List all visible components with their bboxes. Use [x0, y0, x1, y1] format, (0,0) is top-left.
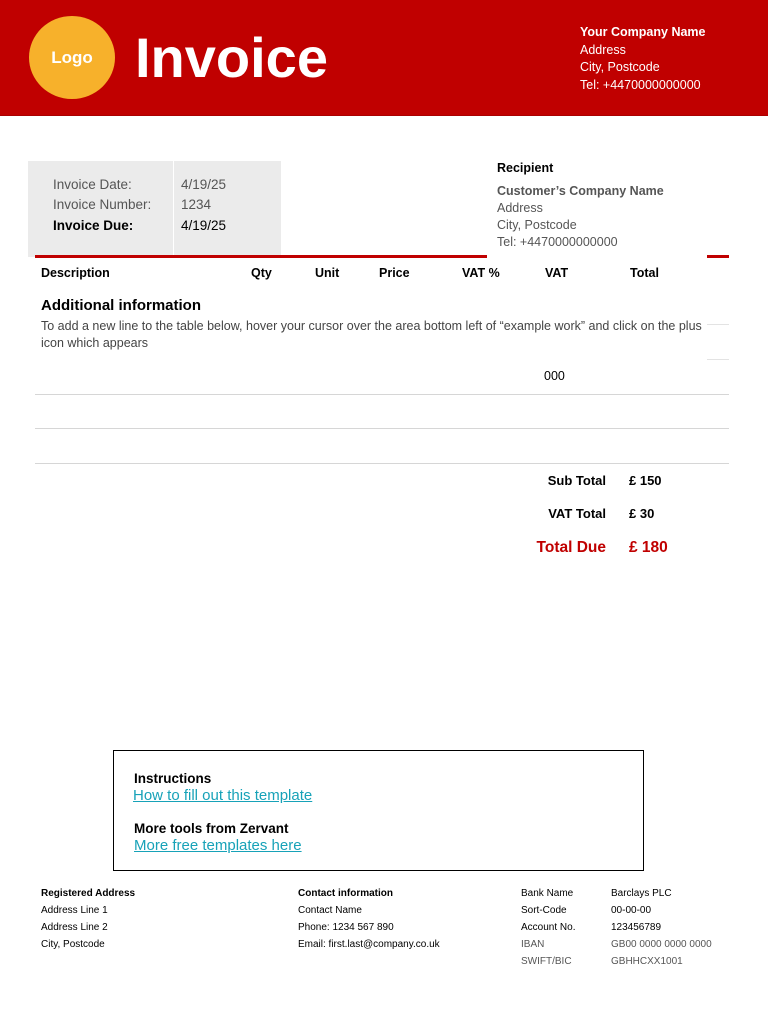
swift-value: GBHHCXX1001	[611, 956, 683, 967]
invoice-meta-box	[28, 161, 281, 257]
recipient-company: Customer’s Company Name	[497, 184, 664, 198]
column-vat-percent: VAT %	[462, 266, 500, 280]
invoice-due-label: Invoice Due:	[53, 218, 134, 233]
company-name: Your Company Name	[580, 25, 706, 39]
recipient-city: City, Postcode	[497, 218, 577, 232]
column-qty: Qty	[251, 266, 272, 280]
company-city: City, Postcode	[580, 60, 660, 74]
instructions-box	[113, 750, 644, 871]
total-due-label: Total Due	[536, 539, 606, 556]
recipient-heading: Recipient	[497, 161, 554, 175]
row-divider	[35, 463, 729, 464]
vat-total-value: £ 30	[629, 506, 655, 521]
vat-total-label: VAT Total	[548, 506, 606, 521]
contact-email: Email: first.last@company.co.uk	[298, 939, 440, 950]
company-block	[580, 24, 706, 94]
recipient-address: Address	[497, 201, 543, 215]
iban-label: IBAN	[521, 939, 545, 950]
footer-registered-address	[41, 885, 135, 953]
column-total: Total	[630, 266, 659, 280]
account-no-value: 123456789	[611, 922, 662, 933]
subtotal-label: Sub Total	[547, 473, 606, 488]
invoice-header	[0, 0, 768, 116]
invoice-date-value: 4/19/25	[181, 177, 227, 192]
contact-heading: Contact information	[298, 888, 393, 899]
bank-name-label: Bank Name	[521, 888, 574, 899]
row-divider	[35, 394, 729, 395]
contact-phone: Phone: 1234 567 890	[298, 922, 394, 933]
meta-divider	[173, 161, 174, 257]
more-tools-heading: More tools from Zervant	[134, 821, 289, 836]
row-divider	[35, 428, 729, 429]
fill-out-template-link[interactable]: How to fill out this template	[133, 787, 313, 804]
company-address: Address	[580, 42, 626, 57]
footer-bank-values	[611, 885, 712, 970]
column-price: Price	[379, 266, 410, 280]
registered-address-heading: Registered Address	[41, 888, 136, 899]
footer-contact	[298, 885, 440, 953]
registered-address-city: City, Postcode	[41, 939, 105, 950]
registered-address-line2: Address Line 2	[41, 922, 108, 933]
column-description: Description	[41, 266, 110, 280]
invoice-number-label: Invoice Number:	[53, 197, 152, 212]
total-due-value: £ 180	[629, 539, 668, 556]
sort-code-label: Sort-Code	[521, 905, 567, 916]
row-divider	[707, 359, 729, 360]
instructions-heading: Instructions	[134, 771, 212, 786]
column-unit: Unit	[315, 266, 340, 280]
column-vat: VAT	[545, 266, 569, 280]
recipient-block	[487, 160, 707, 258]
iban-value: GB00 0000 0000 0000	[611, 939, 712, 950]
recipient-tel: Tel: +4470000000000	[497, 235, 618, 249]
invoice-title: Invoice	[135, 26, 328, 89]
additional-info-text: To add a new line to the table below, hover your cursor over the area bottom left of “example work” and click on the plus icon which appears	[41, 319, 702, 350]
invoice-number-value: 1234	[181, 197, 212, 212]
contact-name: Contact Name	[298, 905, 362, 916]
invoice-date-label: Invoice Date:	[53, 177, 132, 192]
footer-bank-labels	[521, 885, 575, 970]
swift-label: SWIFT/BIC	[521, 956, 572, 967]
table-cell-vat[interactable]: 000	[544, 369, 565, 383]
free-templates-link[interactable]: More free templates here	[134, 837, 302, 854]
sort-code-value: 00-00-00	[611, 905, 652, 916]
bank-name-value: Barclays PLC	[611, 888, 672, 899]
additional-info-title: Additional information	[41, 297, 201, 314]
account-no-label: Account No.	[521, 922, 576, 933]
logo-placeholder	[29, 16, 115, 99]
registered-address-line1: Address Line 1	[41, 905, 108, 916]
logo-label: Logo	[51, 47, 93, 67]
row-divider	[707, 324, 729, 325]
subtotal-value: £ 150	[629, 473, 662, 488]
invoice-due-value: 4/19/25	[181, 218, 227, 233]
company-tel: Tel: +4470000000000	[580, 77, 701, 92]
